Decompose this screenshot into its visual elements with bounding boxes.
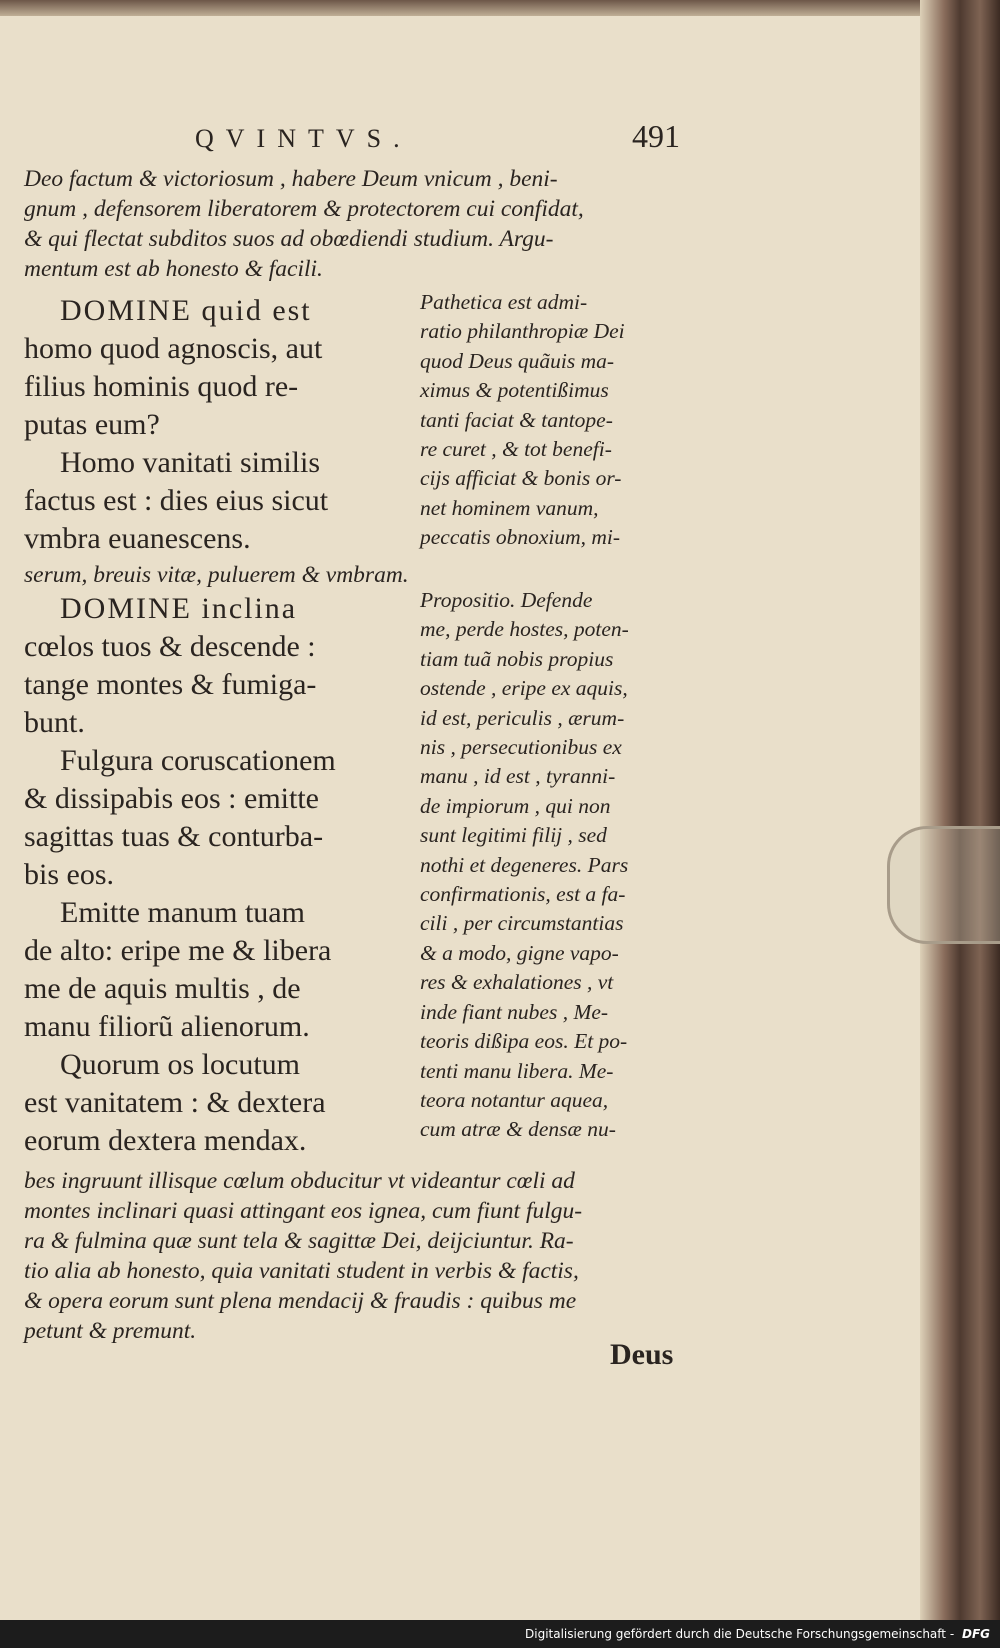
gloss-line: teoris dißipa eos. Et po- [420,1029,628,1054]
verse-line: Quorum os locutum [60,1048,300,1081]
intro-line: Deo factum & victoriosum , habere Deum vnicum , beni- [24,166,558,192]
verse-line: cœlos tuos & descende : [24,630,316,663]
gloss-line: tenti manu libera. Me- [420,1058,614,1083]
gloss-line: cili , per circumstantias [420,911,624,936]
verse-line: eorum dextera mendax. [24,1124,307,1157]
page-header [195,118,680,158]
verse-line: me de aquis multis , de [24,972,301,1005]
gloss-line: nothi et degeneres. Pars [420,852,629,877]
gloss-line: net hominem vanum, [420,495,599,520]
running-title: QVINTVS. [195,124,412,153]
closing-line: bes ingruunt illisque cœlum obducitur vt videantur cœli ad [24,1168,575,1194]
verse-line: bis eos. [24,858,114,891]
gloss-line: Pathetica est admi- [420,290,588,314]
funding-text: Digitalisierung gefördert durch die Deutsche Forschungsgemeinschaft - [525,1627,955,1641]
gloss-line: peccatis obnoxium, mi- [420,525,621,550]
gloss-line: tanti faciat & tantope- [420,407,613,432]
closing-line: ra & fulmina quæ sunt tela & sagittæ Dei, deijciuntur. Ra- [24,1228,574,1254]
intro-line: mentum est ab honesto & facili. [24,256,323,282]
closing-line: montes inclinari quasi attingant eos ignea, cum fiunt fulgu- [24,1198,583,1224]
gloss-line: Propositio. Defende [420,588,593,612]
gloss-line: & a modo, gigne vapo- [420,940,619,965]
gloss-line: id est, periculis , ærum- [420,705,625,730]
verse-block-b [24,590,414,1160]
verse-line: tange montes & fumiga- [24,668,317,701]
intro-line: gnum , defensorem liberatorem & protectorem cui confidat, [24,196,584,222]
verse-line: filius hominis quod re- [24,370,299,403]
gloss-line: inde fiant nubes , Me- [420,999,609,1024]
gloss-line: tiam tuã nobis propius [420,646,614,671]
gloss-line: me, perde hostes, poten- [420,617,629,642]
continuation-line: serum, breuis vitæ, puluerem & vmbram. [24,562,409,588]
gloss-line: sunt legitimi filij , sed [420,823,607,848]
closing-line: & opera eorum sunt plena mendacij & fraudis : quibus me [24,1288,577,1314]
footer-bar [0,1620,1000,1648]
verse-line: de alto: eripe me & libera [24,934,332,967]
verse-line: DOMINE quid est [60,294,312,327]
gloss-line: ximus & potentißimus [420,378,609,403]
intro-line: & qui flectat subditos suos ad obœdiendi studium. Argu- [24,226,554,252]
gloss-b [420,586,682,1145]
gloss-line: res & exhalationes , vt [420,970,614,995]
verse-block-a [24,292,414,558]
verse-line: & dissipabis eos : emitte [24,782,319,815]
gloss-line: quod Deus quãuis ma- [420,348,615,373]
gloss-line: cum atræ & densæ nu- [420,1117,616,1142]
verse-line: Emitte manum tuam [60,896,305,929]
funding-notice [525,1627,990,1641]
gloss-a [420,288,682,553]
verse-line: putas eum? [24,408,160,441]
verse-line: Homo vanitati similis [60,446,320,479]
book-edge [920,0,1000,1620]
verse-line: Fulgura coruscationem [60,744,336,777]
dfg-logo: DFG [961,1627,990,1641]
closing-line: petunt & premunt. [24,1318,197,1344]
gloss-line: re curet , & tot benefi- [420,437,612,462]
catchword: Deus [610,1338,674,1371]
gloss-line: confirmationis, est a fa- [420,882,626,907]
gloss-line: teora notantur aquea, [420,1087,609,1112]
verse-line: homo quod agnoscis, aut [24,332,323,365]
page-clip [887,826,1000,944]
gloss-line: nis , persecutionibus ex [420,735,622,760]
closing-line: tio alia ab honesto, quia vanitati student in verbis & factis, [24,1258,579,1284]
verse-line: est vanitatem : & dextera [24,1086,326,1119]
verse-line: vmbra euanescens. [24,522,251,555]
verse-line: bunt. [24,706,85,739]
verse-line: manu filiorũ alienorum. [24,1010,310,1043]
verse-line: factus est : dies eius sicut [24,484,329,517]
gloss-line: ratio philanthropiæ Dei [420,319,625,344]
gloss-line: de impiorum , qui non [420,793,611,818]
gloss-line: manu , id est , tyranni- [420,764,616,789]
verse-line: sagittas tuas & conturba- [24,820,324,853]
page-top-shadow [0,0,935,16]
gloss-line: ostende , eripe ex aquis, [420,676,628,701]
intro-paragraph [24,164,684,284]
closing-paragraph [24,1166,684,1346]
gloss-line: cijs afficiat & bonis or- [420,466,622,491]
verse-line: DOMINE inclina [60,592,298,625]
page-number: 491 [632,118,680,154]
